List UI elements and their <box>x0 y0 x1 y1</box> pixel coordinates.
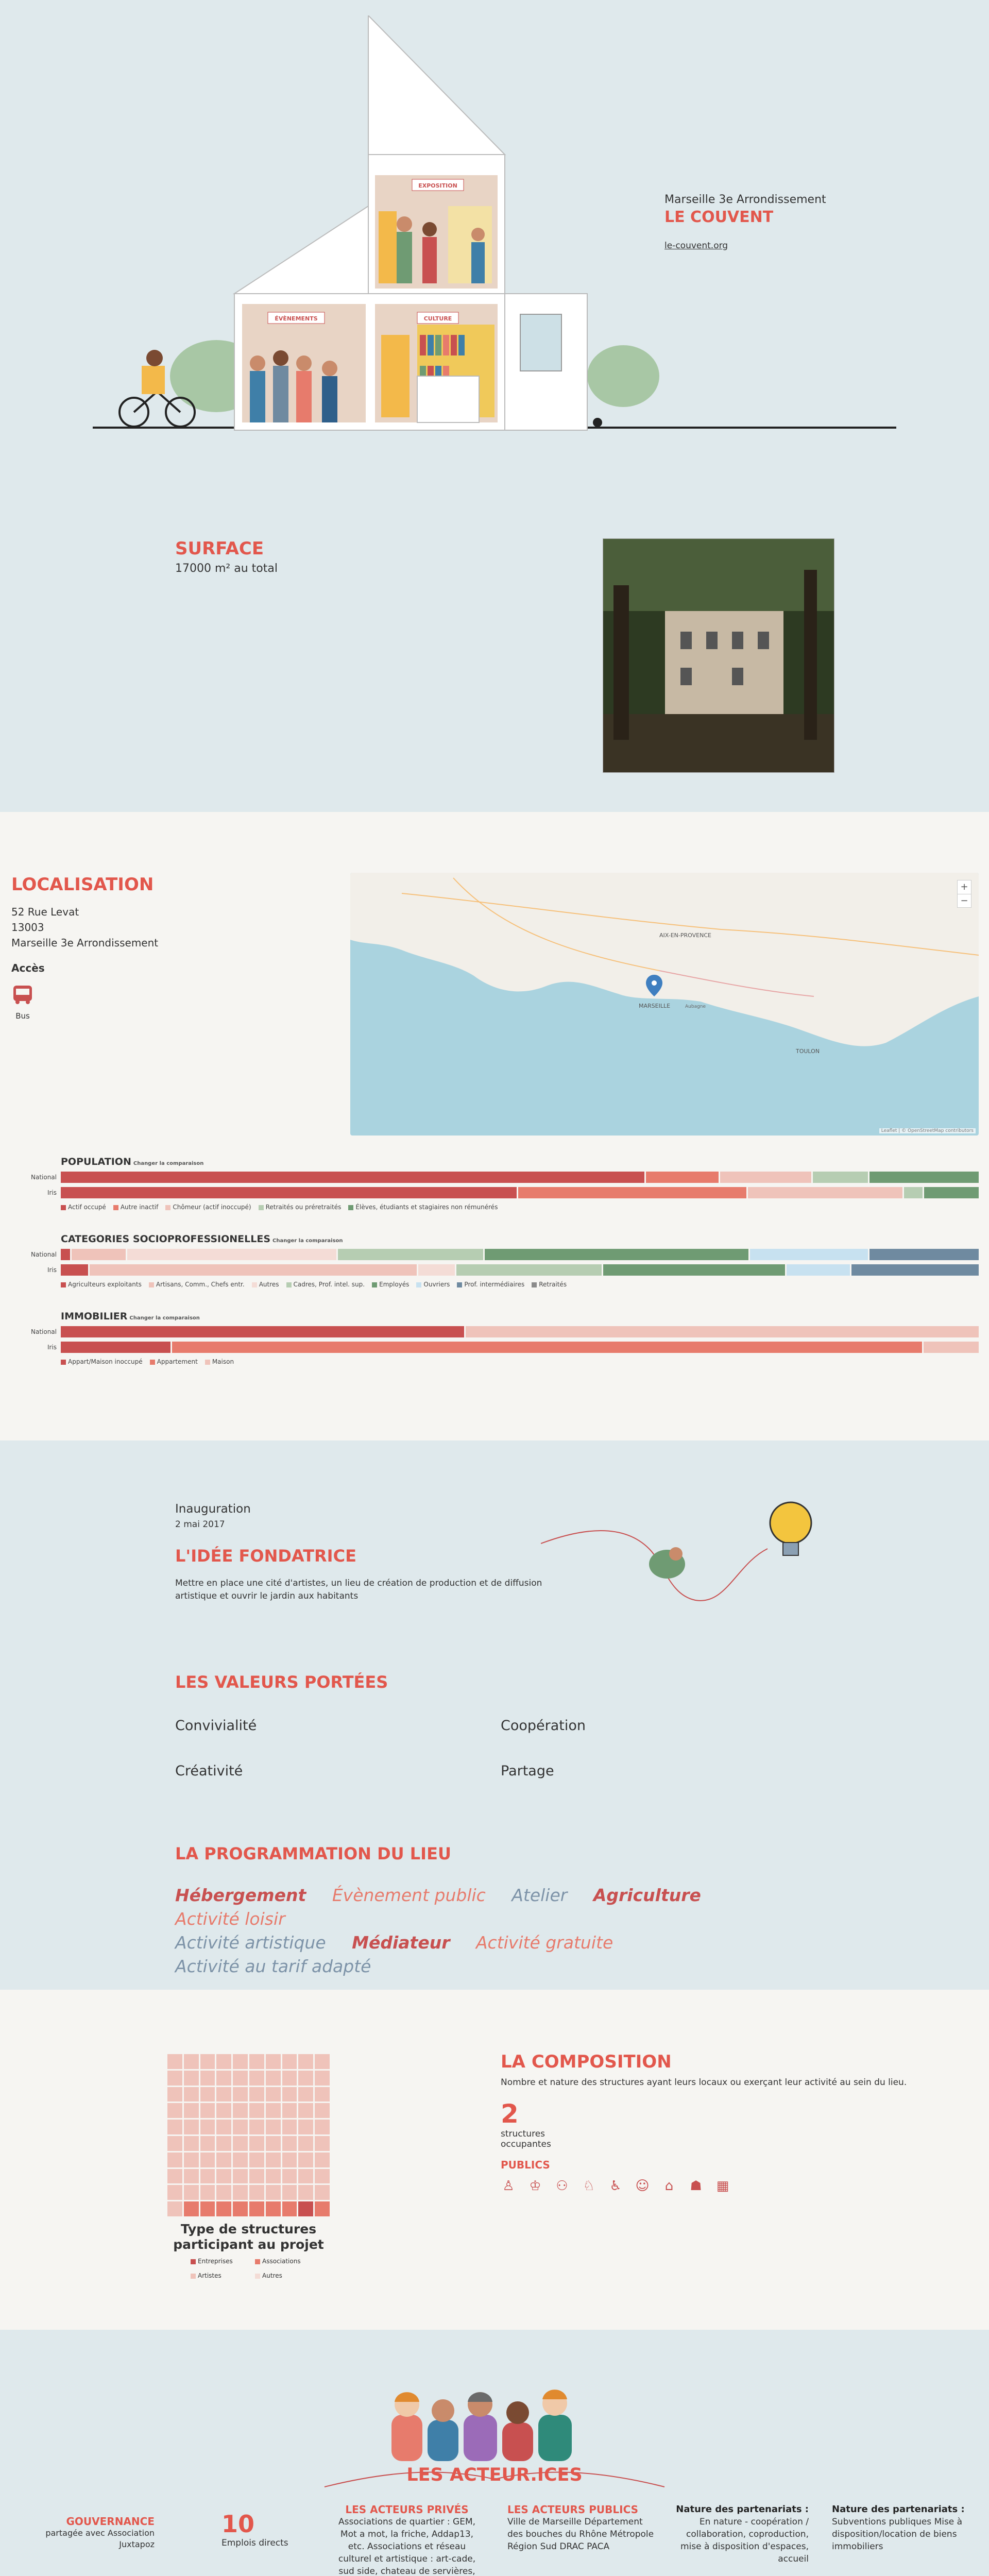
waffle-cell <box>200 2120 215 2134</box>
bar-iris <box>61 1264 979 1276</box>
publics-icons <box>501 2178 907 2196</box>
waffle-cell <box>298 2169 313 2184</box>
bar-segment <box>61 1249 70 1260</box>
zoom-in-button[interactable]: + <box>960 882 968 892</box>
row-label-iris: Iris <box>47 1344 57 1351</box>
bar-segment <box>466 1326 979 1337</box>
bar-segment <box>646 1172 719 1183</box>
legend-autres: Autres <box>262 2272 282 2279</box>
programmation-item: Activité artistique <box>175 1933 326 1953</box>
family-icon: ⚇ <box>556 2178 568 2194</box>
waffle-cell <box>216 2103 231 2118</box>
legend-artistes: Artistes <box>198 2272 221 2279</box>
city-name: Marseille 3e Arrondissement <box>664 193 826 206</box>
legend-item: Cadres, Prof. intel. sup. <box>286 1281 365 1288</box>
programmation-item: Activité au tarif adapté <box>175 1956 371 1976</box>
waffle-cell <box>184 2054 199 2069</box>
bar-segment <box>518 1187 746 1198</box>
bar-national <box>61 1172 979 1183</box>
legend-item: Appartement <box>150 1358 198 1365</box>
valeurs-title: LES VALEURS PORTÉES <box>175 1672 388 1692</box>
waffle-cell <box>266 2103 281 2118</box>
waffle-cell <box>167 2136 182 2151</box>
gouvernance-title: GOUVERNANCE <box>66 2515 155 2528</box>
map-zoom-control <box>957 880 971 908</box>
valeur-item: Partage <box>501 1763 554 1779</box>
csp-toggle[interactable]: Changer la comparaison <box>272 1238 343 1244</box>
waffle-cell <box>315 2136 330 2151</box>
partenariats-prives-text: En nature - coopération / collaboration, coproduction, mise à disposition d'espaces, accueil <box>680 2517 809 2564</box>
waffle-cell <box>184 2136 199 2151</box>
waffle-cell <box>167 2201 182 2216</box>
programmation-item: Évènement public <box>332 1885 486 1905</box>
waffle-cell <box>266 2201 281 2216</box>
waffle-cell <box>315 2153 330 2167</box>
zoom-out-button[interactable]: − <box>958 894 971 907</box>
senior-icon: ♘ <box>583 2178 595 2194</box>
waffle-cell <box>233 2087 248 2102</box>
waffle-cell <box>266 2071 281 2086</box>
baby-icon: ♔ <box>529 2178 541 2194</box>
waffle-cell <box>233 2185 248 2200</box>
bar-segment <box>127 1249 336 1260</box>
legend-item: Retraités <box>532 1281 567 1288</box>
waffle-cell <box>216 2153 231 2167</box>
idea-illustration <box>541 1492 829 1626</box>
waffle-cell <box>216 2169 231 2184</box>
legend-item: Élèves, étudiants et stagiaires non rémunérés <box>348 1204 498 1211</box>
waffle-cell <box>282 2054 297 2069</box>
csp-title: CATEGORIES SOCIOPROFESSIONELLES <box>61 1233 270 1245</box>
waffle-cell <box>298 2087 313 2102</box>
waffle-cell <box>167 2087 182 2102</box>
waffle-cell <box>249 2071 264 2086</box>
place-name: LE COUVENT <box>664 208 774 226</box>
website-link[interactable]: le-couvent.org <box>664 241 728 251</box>
waffle-cell <box>266 2120 281 2134</box>
population-legend <box>61 1204 979 1211</box>
waffle-cell <box>315 2054 330 2069</box>
bar-iris <box>61 1342 979 1353</box>
bar-national <box>61 1249 979 1260</box>
bus-access <box>11 985 34 1021</box>
waffle-cell <box>167 2054 182 2069</box>
waffle-cell <box>184 2087 199 2102</box>
waffle-cell <box>200 2136 215 2151</box>
idee-title: L'IDÉE FONDATRICE <box>175 1546 356 1566</box>
sign-culture: CULTURE <box>423 315 452 322</box>
waffle-cell <box>282 2153 297 2167</box>
waffle-cell <box>167 2153 182 2167</box>
waffle-cell <box>315 2071 330 2086</box>
waffle-cell <box>233 2201 248 2216</box>
waffle-cell <box>249 2169 264 2184</box>
population-block <box>10 1156 979 1211</box>
legend-item: Ouvriers <box>416 1281 450 1288</box>
address-line-1: 52 Rue Levat <box>11 906 79 918</box>
waffle-cell <box>184 2120 199 2134</box>
waffle-cell <box>298 2120 313 2134</box>
bar-segment <box>61 1172 644 1183</box>
composition-section <box>0 1990 989 2330</box>
bus-icon <box>11 985 34 1005</box>
programmation-item: Hébergement <box>175 1885 306 1905</box>
bar-segment <box>61 1264 88 1276</box>
waffle-cell <box>315 2087 330 2102</box>
row-label-iris: Iris <box>47 1266 57 1274</box>
programmation-item: Activité gratuite <box>475 1933 613 1953</box>
map-label-aubagne: Aubagne <box>685 1004 706 1009</box>
waffle-cell <box>249 2185 264 2200</box>
bar-segment <box>869 1172 979 1183</box>
waffle-cell <box>216 2185 231 2200</box>
waffle-cell <box>233 2169 248 2184</box>
waffle-cell <box>249 2201 264 2216</box>
waffle-cell <box>167 2185 182 2200</box>
acteurs-prives-text: Associations de quartier : GEM, Mot a mot, la friche, Addap13, etc. Associations et réseau culturel et artistique : art-cade, sud side, chateau de servières, <box>338 2517 476 2576</box>
programmation-item: Médiateur <box>352 1933 450 1953</box>
waffle-cell <box>298 2071 313 2086</box>
structures-count: 2 <box>501 2099 519 2129</box>
bar-segment <box>172 1342 922 1353</box>
csp-legend <box>61 1281 979 1288</box>
partenariats-prives-title: Nature des partenariats : <box>676 2504 809 2515</box>
waffle-cell <box>282 2185 297 2200</box>
waffle-cell <box>200 2185 215 2200</box>
waffle-cell <box>266 2087 281 2102</box>
partenariats-publics-text: Subventions publiques Mise à disposition/location de biens immobiliers <box>832 2517 963 2552</box>
waffle-cell <box>298 2054 313 2069</box>
hero-info <box>664 193 826 251</box>
waffle-cell <box>167 2120 182 2134</box>
gouvernance-text: partagée avec Association Juxtapoz <box>45 2528 155 2549</box>
surface-title: SURFACE <box>175 538 264 559</box>
bag-icon: ☗ <box>690 2178 702 2194</box>
bar-segment <box>61 1326 464 1337</box>
waffle-cell <box>233 2071 248 2086</box>
emplois-count: 10 <box>221 2510 255 2538</box>
bar-segment <box>924 1342 979 1353</box>
bar-segment <box>748 1187 903 1198</box>
bar-iris <box>61 1187 979 1198</box>
waffle-cell <box>298 2136 313 2151</box>
legend-item: Autre inactif <box>113 1204 159 1211</box>
waffle-cell <box>167 2103 182 2118</box>
location-map[interactable] <box>350 873 979 1136</box>
acteurs-section <box>0 2330 989 2576</box>
access-title: Accès <box>11 962 45 974</box>
waffle-cell <box>216 2136 231 2151</box>
waffle-cell <box>282 2169 297 2184</box>
immobilier-block <box>10 1311 979 1365</box>
waffle-cell <box>184 2185 199 2200</box>
legend-item: Chômeur (actif inoccupé) <box>165 1204 251 1211</box>
bar-national <box>61 1326 979 1337</box>
bar-segment <box>456 1264 602 1276</box>
sign-evenements: ÉVÈNEMENTS <box>275 315 318 322</box>
bar-segment <box>924 1187 979 1198</box>
programmation-title: LA PROGRAMMATION DU LIEU <box>175 1844 451 1863</box>
legend-associations: Associations <box>262 2258 301 2265</box>
waffle-cell <box>184 2201 199 2216</box>
waffle-cell <box>282 2087 297 2102</box>
waffle-cell <box>298 2153 313 2167</box>
structures-count-label: structures occupantes <box>501 2129 551 2149</box>
bar-segment <box>603 1264 785 1276</box>
waffle-cell <box>298 2201 313 2216</box>
waffle-cell <box>266 2136 281 2151</box>
legend-item: Prof. intermédiaires <box>457 1281 524 1288</box>
acteurs-prives-title: LES ACTEURS PRIVÉS <box>345 2503 469 2516</box>
legend-item: Employés <box>372 1281 409 1288</box>
address-line-3: Marseille 3e Arrondissement <box>11 937 159 949</box>
idee-text: Mettre en place une cité d'artistes, un lieu de création de production et de diffusion artistique et ouvrir le jardin aux habitants <box>175 1578 542 1601</box>
localisation-section <box>0 812 989 1440</box>
localisation-title: LOCALISATION <box>11 874 154 895</box>
waffle-cell <box>315 2103 330 2118</box>
waffle-cell <box>282 2103 297 2118</box>
bar-segment <box>750 1249 868 1260</box>
bar-segment <box>90 1264 417 1276</box>
csp-block <box>10 1233 979 1288</box>
valeur-item: Créativité <box>175 1763 243 1779</box>
row-label-iris: Iris <box>47 1189 57 1196</box>
bar-segment <box>338 1249 483 1260</box>
legend-item: Retraités ou préretraités <box>259 1204 342 1211</box>
population-title: POPULATION <box>61 1156 131 1167</box>
waffle-cell <box>200 2087 215 2102</box>
waffle-cell <box>266 2185 281 2200</box>
waffle-cell <box>184 2103 199 2118</box>
legend-item: Autres <box>252 1281 279 1288</box>
waffle-caption: Type de structures participant au projet <box>173 2222 324 2252</box>
waffle-cell <box>249 2120 264 2134</box>
waffle-cell <box>200 2169 215 2184</box>
waffle-cell <box>282 2201 297 2216</box>
bar-segment <box>485 1249 748 1260</box>
row-label-national: National <box>30 1174 57 1181</box>
composition-desc: Nombre et nature des structures ayant leurs locaux ou exerçant leur activité au sein du lieu. <box>501 2077 907 2088</box>
waffle-cell <box>200 2201 215 2216</box>
legend-item: Maison <box>205 1358 234 1365</box>
waffle-cell <box>266 2169 281 2184</box>
waffle-cell <box>266 2153 281 2167</box>
waffle-cell <box>315 2201 330 2216</box>
immobilier-legend <box>61 1358 979 1365</box>
waffle-legend <box>191 2258 319 2279</box>
legend-item: Artisans, Comm., Chefs entr. <box>149 1281 245 1288</box>
map-label-toulon: TOULON <box>796 1048 820 1055</box>
waffle-cell <box>233 2054 248 2069</box>
person-icon: ☺ <box>635 2178 650 2194</box>
bus-label: Bus <box>15 1011 30 1021</box>
waffle-cell <box>216 2054 231 2069</box>
programmation-item: Agriculture <box>593 1885 701 1905</box>
bar-segment <box>904 1187 922 1198</box>
row-label-national: National <box>30 1328 57 1335</box>
bar-segment <box>61 1187 517 1198</box>
valeur-item: Coopération <box>501 1718 586 1734</box>
bar-segment <box>869 1249 979 1260</box>
legend-item: Appart/Maison inoccupé <box>61 1358 143 1365</box>
waffle-cell <box>200 2054 215 2069</box>
building-photo <box>603 538 834 773</box>
waffle-cell <box>298 2185 313 2200</box>
bar-segment <box>813 1172 867 1183</box>
waffle-cell <box>216 2201 231 2216</box>
valeur-item: Convivialité <box>175 1718 257 1734</box>
waffle-cell <box>249 2103 264 2118</box>
house-icon: ⌂ <box>664 2178 674 2194</box>
waffle-cell <box>167 2071 182 2086</box>
building-icon: ▦ <box>716 2178 729 2194</box>
row-label-national: National <box>30 1251 57 1258</box>
address-line-2: 13003 <box>11 921 44 934</box>
person-illustration <box>649 1547 685 1579</box>
acteurs-publics-title: LES ACTEURS PUBLICS <box>507 2503 639 2516</box>
inauguration-label: Inauguration <box>175 1502 251 1516</box>
people-illustration <box>381 2379 613 2461</box>
waffle-cell <box>315 2185 330 2200</box>
waffle-cell <box>249 2136 264 2151</box>
waffle-cell <box>216 2087 231 2102</box>
waffle-cell <box>184 2169 199 2184</box>
legend-entreprises: Entreprises <box>198 2258 233 2265</box>
immobilier-toggle[interactable]: Changer la comparaison <box>129 1315 200 1321</box>
sign-exposition: EXPOSITION <box>418 182 457 189</box>
waffle-cell <box>184 2153 199 2167</box>
map-label-aix: AIX-EN-PROVENCE <box>659 932 711 939</box>
bar-segment <box>61 1342 170 1353</box>
acteurs-title: LES ACTEUR.ICES <box>406 2465 583 2485</box>
hero-section <box>0 0 989 812</box>
idee-section <box>0 1440 989 1990</box>
programmation-item: Atelier <box>511 1885 568 1905</box>
bar-segment <box>720 1172 811 1183</box>
partenariats-publics-title: Nature des partenariats : <box>832 2504 965 2515</box>
surface-value: 17000 m² au total <box>175 562 278 575</box>
waffle-cell <box>184 2071 199 2086</box>
waffle-cell <box>233 2103 248 2118</box>
structures-waffle-chart <box>167 2054 330 2216</box>
bar-segment <box>787 1264 850 1276</box>
map-label-marseille: MARSEILLE <box>639 1003 671 1009</box>
waffle-cell <box>266 2054 281 2069</box>
waffle-cell <box>233 2120 248 2134</box>
bar-segment <box>851 1264 979 1276</box>
bulb-icon <box>770 1502 811 1555</box>
bar-segment <box>72 1249 126 1260</box>
waffle-cell <box>233 2153 248 2167</box>
inauguration-date: 2 mai 2017 <box>175 1519 225 1530</box>
composition-title: LA COMPOSITION <box>501 2052 672 2072</box>
waffle-cell <box>216 2071 231 2086</box>
waffle-cell <box>282 2120 297 2134</box>
surface-block <box>175 538 278 575</box>
acteurs-publics-text: Ville de Marseille Département des bouches du Rhône Métropole Région Sud DRAC PACA <box>507 2517 654 2552</box>
wheelchair-icon: ♿ <box>609 2178 622 2194</box>
waffle-cell <box>200 2071 215 2086</box>
waffle-cell <box>298 2103 313 2118</box>
waffle-cell <box>282 2136 297 2151</box>
population-toggle[interactable]: Changer la comparaison <box>133 1161 204 1166</box>
waffle-cell <box>233 2136 248 2151</box>
waffle-cell <box>249 2087 264 2102</box>
programmation-item: Activité loisir <box>175 1909 285 1929</box>
emplois-label: Emplois directs <box>221 2538 288 2548</box>
waffle-cell <box>249 2054 264 2069</box>
waffle-cell <box>249 2153 264 2167</box>
waffle-cell <box>315 2120 330 2134</box>
waffle-cell <box>315 2169 330 2184</box>
publics-title: PUBLICS <box>501 2159 550 2171</box>
child-icon: ♙ <box>502 2178 515 2194</box>
legend-item: Actif occupé <box>61 1204 106 1211</box>
map-attribution[interactable]: Leaflet | © OpenStreetMap contributors <box>879 1128 976 1133</box>
waffle-cell <box>200 2103 215 2118</box>
waffle-cell <box>282 2071 297 2086</box>
waffle-cell <box>216 2120 231 2134</box>
programmation-list <box>175 1884 783 1978</box>
legend-item: Agriculteurs exploitants <box>61 1281 142 1288</box>
waffle-cell <box>167 2169 182 2184</box>
bar-segment <box>418 1264 455 1276</box>
waffle-cell <box>200 2153 215 2167</box>
immobilier-title: IMMOBILIER <box>61 1311 128 1322</box>
